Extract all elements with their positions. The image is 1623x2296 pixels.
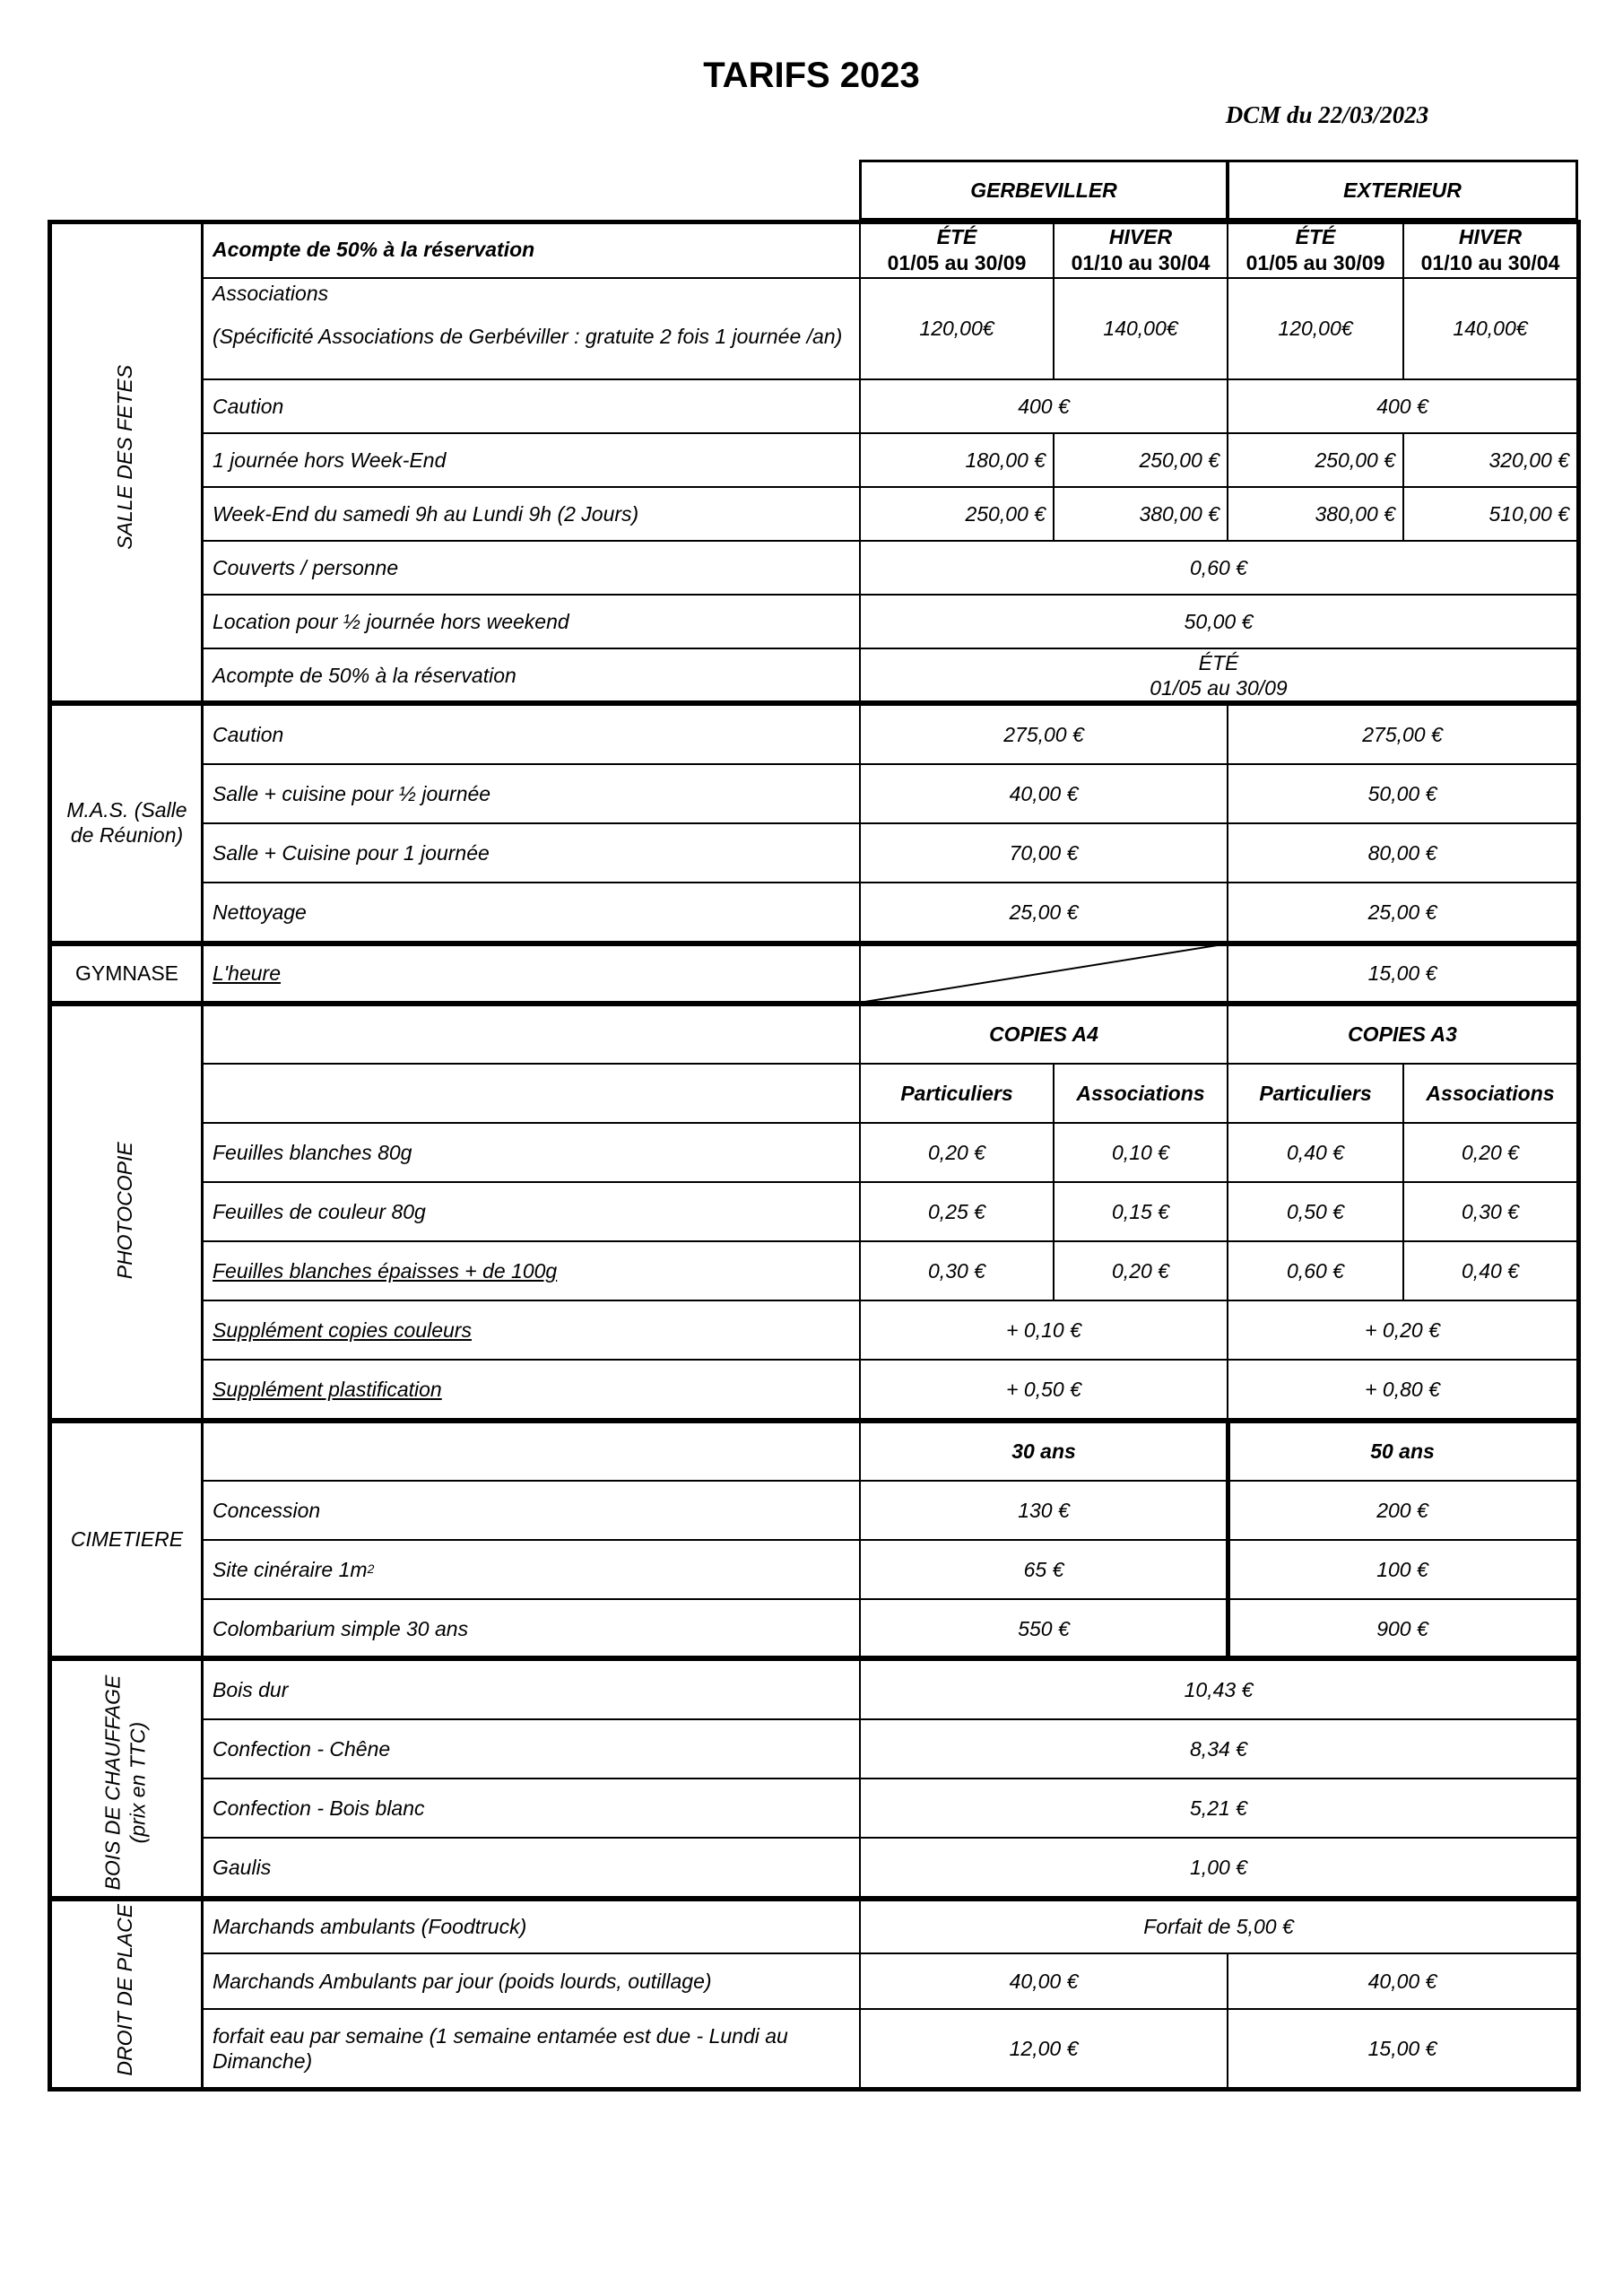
associations-header: Associations (1053, 1063, 1228, 1124)
bois-value: 8,34 € (859, 1718, 1578, 1779)
bois-value: 5,21 € (859, 1778, 1578, 1839)
supplement-value: + 0,20 € (1227, 1300, 1578, 1361)
hiver-label: HIVER (1108, 225, 1173, 249)
feuilles-blanches-label: Feuilles blanches 80g (202, 1122, 861, 1183)
photocopie-value: 0,40 € (1402, 1240, 1578, 1301)
acompte2-line1: ÉTÉ (1198, 650, 1239, 674)
mas-demi-label: Salle + cuisine pour ½ journée (202, 763, 861, 824)
mas-value: 275,00 € (859, 704, 1228, 765)
weekend-value: 380,00 € (1227, 486, 1404, 542)
cimetiere-empty-header (202, 1421, 861, 1482)
gymnase-heure-label: L'heure (202, 944, 861, 1003)
couverts-value: 0,60 € (859, 540, 1578, 596)
associations-header: Associations (1402, 1063, 1578, 1124)
journee-value: 250,00 € (1053, 432, 1228, 488)
place-value: 12,00 € (859, 2008, 1228, 2089)
mas-nettoyage-label: Nettoyage (202, 882, 861, 943)
ete-label: ÉTÉ (936, 225, 977, 249)
salle-weekend-label: Week-End du samedi 9h au Lundi 9h (2 Jours) (202, 486, 861, 542)
foodtruck-label: Marchands ambulants (Foodtruck) (202, 1899, 861, 1954)
salle-associations-label (202, 277, 861, 380)
supplement-value: + 0,50 € (859, 1359, 1228, 1420)
page-title: TARIFS 2023 (703, 56, 920, 95)
hiver-dates: 01/10 au 30/04 (1420, 250, 1560, 274)
photocopie-value: 0,20 € (1402, 1122, 1578, 1183)
cimetiere-value: 550 € (859, 1598, 1228, 1659)
caution-value: 400 € (1227, 378, 1578, 434)
section-photocopie: PHOTOCOPIE (113, 1142, 137, 1280)
photocopie-value: 0,15 € (1053, 1181, 1228, 1242)
photocopie-value: 0,20 € (859, 1122, 1055, 1183)
site-cineraire-text: Site cinéraire 1m (213, 1557, 368, 1581)
ext-hiver-header (1402, 221, 1578, 279)
assoc-value: 120,00€ (1227, 277, 1404, 380)
mas-value: 70,00 € (859, 822, 1228, 883)
site-cineraire-label (202, 1539, 861, 1600)
header-exterieur: EXTERIEUR (1227, 160, 1578, 221)
salle-acompte2-label: Acompte de 50% à la réservation (202, 648, 861, 703)
dcm-date: DCM du 22/03/2023 (1225, 101, 1429, 128)
place-value: 15,00 € (1227, 2008, 1578, 2089)
ete-label: ÉTÉ (1295, 225, 1336, 249)
feuilles-epaisses-label: Feuilles blanches épaisses + de 100g (202, 1240, 861, 1301)
photocopie-value: 0,10 € (1053, 1122, 1228, 1183)
photocopie-empty-subheader (202, 1063, 861, 1124)
cimetiere-value: 65 € (859, 1539, 1228, 1600)
place-value: 40,00 € (1227, 1952, 1578, 2010)
feuilles-couleur-label: Feuilles de couleur 80g (202, 1181, 861, 1242)
section-salle-des-fetes: SALLE DES FETES (113, 364, 137, 550)
confection-chene-label: Confection - Chêne (202, 1718, 861, 1779)
mas-value: 25,00 € (1227, 882, 1578, 943)
cimetiere-value: 900 € (1227, 1598, 1578, 1659)
associations-note: (Spécificité Associations de Gerbéviller : gratuite 2 fois 1 journée /an) (213, 325, 843, 349)
section-droit-de-place: DROIT DE PLACE (113, 1903, 137, 2076)
mas-caution-label: Caution (202, 704, 861, 765)
mas-value: 50,00 € (1227, 763, 1578, 824)
place-value: 40,00 € (859, 1952, 1228, 2010)
salle-caution-label: Caution (202, 378, 861, 434)
section-bois-title: BOIS DE CHAUFFAGE (100, 1674, 125, 1891)
ete-dates: 01/05 au 30/09 (1245, 250, 1385, 274)
cimetiere-divider (1226, 1421, 1230, 1657)
journee-value: 250,00 € (1227, 432, 1404, 488)
associations-line: Associations (213, 282, 329, 305)
bois-value: 10,43 € (859, 1659, 1578, 1720)
photocopie-value: 0,30 € (859, 1240, 1055, 1301)
concession-label: Concession (202, 1480, 861, 1541)
gaulis-label: Gaulis (202, 1837, 861, 1898)
bois-dur-label: Bois dur (202, 1659, 861, 1720)
weekend-value: 510,00 € (1402, 486, 1578, 542)
confection-bois-blanc-label: Confection - Bois blanc (202, 1778, 861, 1839)
salle-couverts-label: Couverts / personne (202, 540, 861, 596)
hiver-label: HIVER (1458, 225, 1523, 249)
demi-journee-value: 50,00 € (859, 594, 1578, 649)
copies-a4-header: COPIES A4 (859, 1004, 1228, 1065)
cimetiere-value: 130 € (859, 1480, 1228, 1541)
assoc-value: 140,00€ (1053, 277, 1228, 380)
mas-value: 80,00 € (1227, 822, 1578, 883)
photocopie-value: 0,50 € (1227, 1181, 1404, 1242)
supplement-value: + 0,80 € (1227, 1359, 1578, 1420)
diagonal-slash-icon (859, 944, 1228, 1003)
mas-journee-label: Salle + Cuisine pour 1 journée (202, 822, 861, 883)
photocopie-value: 0,40 € (1227, 1122, 1404, 1183)
hiver-dates: 01/10 au 30/04 (1071, 250, 1211, 274)
copies-a3-header: COPIES A3 (1227, 1004, 1578, 1065)
photocopie-value: 0,25 € (859, 1181, 1055, 1242)
salle-journee-label: 1 journée hors Week-End (202, 432, 861, 488)
salle-ete-header (859, 221, 1055, 279)
foodtruck-value: Forfait de 5,00 € (859, 1899, 1578, 1954)
salle-hiver-header (1053, 221, 1228, 279)
salle-demi-journee-label: Location pour ½ journée hors weekend (202, 594, 861, 649)
cimetiere-value: 100 € (1227, 1539, 1578, 1600)
section-gymnase: GYMNASE (74, 961, 179, 985)
colombarium-label: Colombarium simple 30 ans (202, 1598, 861, 1659)
caution-value: 400 € (859, 378, 1228, 434)
photocopie-value: 0,20 € (1053, 1240, 1228, 1301)
supplement-value: + 0,10 € (859, 1300, 1228, 1361)
ambulants-jour-label: Marchands Ambulants par jour (poids lourds, outillage) (202, 1952, 861, 2010)
mas-value: 40,00 € (859, 763, 1228, 824)
superscript: 2 (367, 1561, 375, 1577)
forfait-eau-label: forfait eau par semaine (1 semaine entamée est due - Lundi au Dimanche) (202, 2008, 861, 2089)
particuliers-header: Particuliers (859, 1063, 1055, 1124)
particuliers-header: Particuliers (1227, 1063, 1404, 1124)
section-bois-sub: (prix en TTC) (126, 1721, 149, 1844)
mas-value: 275,00 € (1227, 704, 1578, 765)
weekend-value: 380,00 € (1053, 486, 1228, 542)
header-gerbeviller: GERBEVILLER (859, 160, 1228, 221)
section-cimetiere: CIMETIERE (70, 1526, 184, 1551)
cimetiere-30ans-header: 30 ans (859, 1421, 1228, 1482)
gymnase-value: 15,00 € (1227, 944, 1578, 1003)
bois-value: 1,00 € (859, 1837, 1578, 1898)
photocopie-value: 0,60 € (1227, 1240, 1404, 1301)
ete-dates: 01/05 au 30/09 (887, 250, 1027, 274)
photocopie-empty-header (202, 1004, 861, 1065)
section-mas: M.A.S. (Salle de Réunion) (66, 797, 187, 847)
assoc-value: 120,00€ (859, 277, 1055, 380)
journee-value: 320,00 € (1402, 432, 1578, 488)
cimetiere-value: 200 € (1227, 1480, 1578, 1541)
journee-value: 180,00 € (859, 432, 1055, 488)
mas-value: 25,00 € (859, 882, 1228, 943)
ext-ete-header (1227, 221, 1404, 279)
label-column-divider (201, 220, 204, 2092)
photocopie-value: 0,30 € (1402, 1181, 1578, 1242)
supplement-couleurs-label: Supplément copies couleurs (202, 1300, 861, 1361)
supplement-plastification-label: Supplément plastification (202, 1359, 861, 1420)
weekend-value: 250,00 € (859, 486, 1055, 542)
cimetiere-50ans-header: 50 ans (1227, 1421, 1578, 1482)
salle-acompte-label: Acompte de 50% à la réservation (202, 221, 861, 279)
assoc-value: 140,00€ (1402, 277, 1578, 380)
acompte2-value (859, 648, 1578, 703)
acompte2-line2: 01/05 au 30/09 (1150, 676, 1288, 700)
